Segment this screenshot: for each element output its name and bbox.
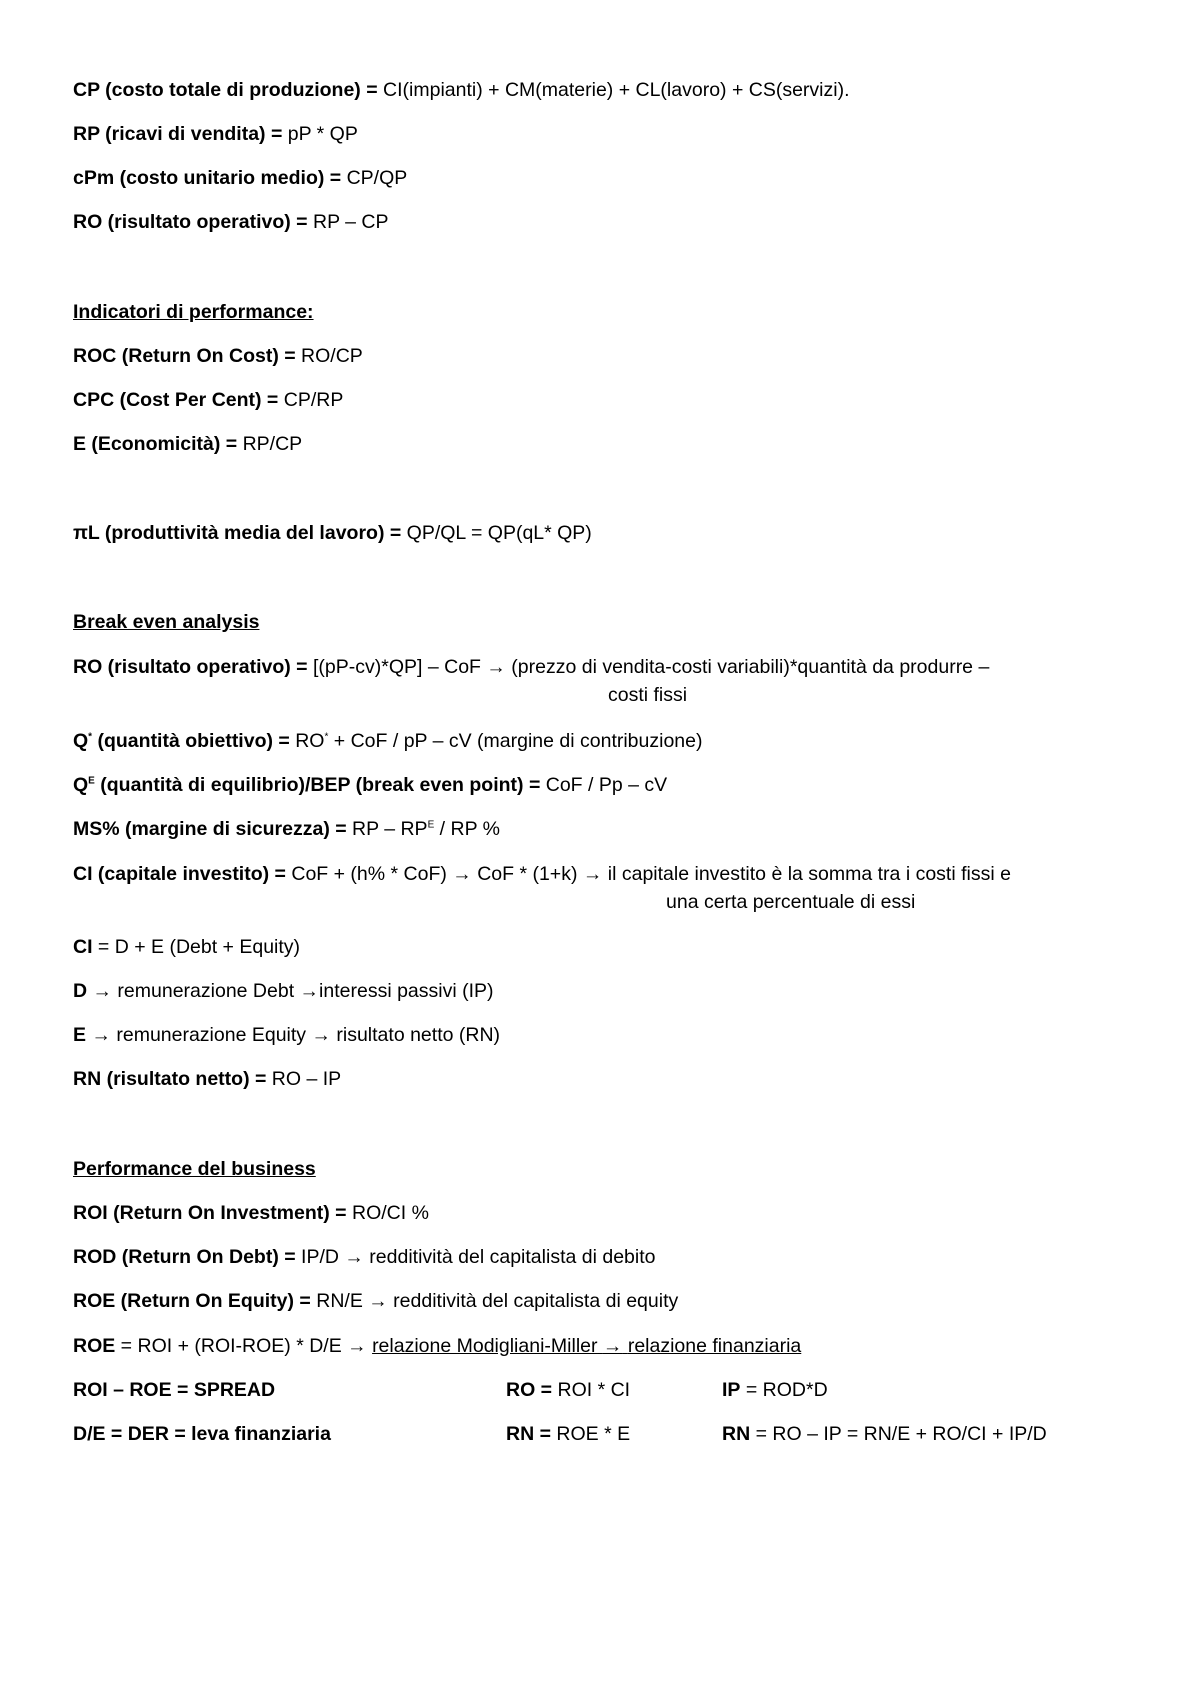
formula-body: redditività del capitalista di equity — [387, 1290, 679, 1312]
arrow-icon: → — [344, 1246, 364, 1268]
formula-label: Q* (quantità obiettivo) = — [73, 730, 290, 752]
formula-ci — [73, 862, 1133, 886]
formula-body: RO – IP — [266, 1068, 342, 1090]
formula-body: = ROI + (ROI-ROE) * D/E — [115, 1335, 348, 1357]
arrow-icon: → — [452, 863, 472, 885]
formula-label: D — [73, 980, 88, 1002]
formula-ro-roi — [506, 1378, 630, 1402]
formula-body: [(pP-cv)*QP] – CoF — [307, 656, 487, 678]
formula-body: CI(impianti) + CM(materie) + CL(lavoro) + CS(servizi). — [377, 79, 850, 101]
arrow-icon: → — [486, 656, 506, 678]
heading-indicatori: Indicatori di performance: — [73, 301, 314, 323]
formula-body: CoF / Pp – cV — [540, 774, 668, 796]
formula-bea-ro-continuation: costi fissi — [608, 684, 688, 706]
formula-label: IP — [722, 1379, 741, 1401]
formula-body: = D + E (Debt + Equity) — [92, 936, 301, 958]
formula-body: ROE * E — [550, 1423, 631, 1445]
formula-label: ROE (Return On Equity) = — [73, 1290, 311, 1312]
formula-body: CoF + (h% * CoF) — [285, 863, 453, 885]
formula-rp — [73, 122, 1133, 146]
formula-roc — [73, 344, 1133, 368]
formula-rod — [73, 1245, 1133, 1269]
formula-body: ROI * CI — [552, 1379, 631, 1401]
formula-label: RP (ricavi di vendita) = — [73, 123, 283, 145]
formula-body: RO* + CoF / pP – cV (margine di contribuzione) — [289, 730, 703, 752]
formula-label: ROE — [73, 1335, 116, 1357]
formula-ms — [73, 817, 1133, 841]
formula-label: MS% (margine di sicurezza) = — [73, 818, 347, 840]
formula-label: ROI (Return On Investment) = — [73, 1202, 347, 1224]
formula-label: RO = — [506, 1379, 553, 1401]
formula-body: remunerazione Equity — [110, 1024, 312, 1046]
formula-body: RO/CP — [295, 345, 363, 367]
formula-label: RN (risultato netto) = — [73, 1068, 267, 1090]
formula-body: interessi passivi (IP) — [319, 980, 494, 1002]
formula-body: redditività del capitalista di debito — [363, 1246, 656, 1268]
formula-label: RO (risultato operativo) = — [73, 656, 308, 678]
heading-performance-business: Performance del business — [73, 1158, 316, 1180]
formula-spread: ROI – ROE = SPREAD — [73, 1379, 276, 1401]
formula-body: CoF * (1+k) — [471, 863, 583, 885]
arrow-icon: → — [299, 980, 320, 1002]
formula-der: D/E = DER = leva finanziaria — [73, 1423, 331, 1445]
formula-cpc — [73, 388, 1133, 412]
formula-body: CP/QP — [341, 167, 408, 189]
formula-e — [73, 432, 1133, 456]
formula-label: RN — [722, 1423, 751, 1445]
formula-roe — [73, 1289, 1133, 1313]
formula-rn-roe — [506, 1422, 630, 1446]
arrow-icon: → — [582, 863, 603, 885]
heading-break-even: Break even analysis — [73, 611, 260, 633]
formula-body: QP/QL = QP(qL* QP) — [401, 522, 592, 544]
formula-label: CPC (Cost Per Cent) = — [73, 389, 279, 411]
arrow-icon: → — [602, 1335, 623, 1357]
formula-label: E — [73, 1024, 87, 1046]
formula-label: CI — [73, 936, 93, 958]
formula-label: ROC (Return On Cost) = — [73, 345, 296, 367]
formula-body: pP * QP — [282, 123, 358, 145]
formula-body: IP/D — [295, 1246, 345, 1268]
formula-body: = RO – IP = RN/E + RO/CI + IP/D — [750, 1423, 1047, 1445]
formula-relation: relazione Modigliani-Miller — [372, 1335, 598, 1357]
formula-label: RN = — [506, 1423, 551, 1445]
formula-body: remunerazione Debt — [112, 980, 300, 1002]
formula-ci-continuation: una certa percentuale di essi — [666, 891, 916, 913]
formula-rn — [73, 1067, 1133, 1091]
formula-bea-ro — [73, 655, 1133, 679]
formula-rn-identity — [722, 1422, 1047, 1446]
formula-body: RO/CI % — [346, 1202, 429, 1224]
formula-label: $Q^E$ (quantità di equilibrio)/BEP (break even point) = — [73, 774, 541, 796]
formula-q-equilibrio — [73, 773, 1133, 797]
formula-label: RO (risultato operativo) = — [73, 211, 308, 233]
formula-q-obiettivo — [73, 729, 1133, 753]
formula-body: RP – $RP^E$ / RP % — [346, 818, 500, 840]
formula-ro — [73, 210, 1133, 234]
arrow-icon: → — [91, 1024, 111, 1046]
arrow-icon: → — [347, 1335, 367, 1357]
formula-body: RP – CP — [307, 211, 389, 233]
formula-label: cPm (costo unitario medio) = — [73, 167, 342, 189]
formula-relation: relazione finanziaria — [627, 1335, 802, 1357]
arrow-icon: → — [368, 1290, 388, 1312]
formula-pil — [73, 521, 1133, 545]
formula-body: RN/E — [310, 1290, 369, 1312]
formula-d — [73, 979, 1133, 1003]
arrow-icon: → — [92, 980, 113, 1002]
formula-body: (prezzo di vendita-costi variabili)*quantità da produrre – — [505, 656, 990, 678]
formula-label: ROD (Return On Debt) = — [73, 1246, 296, 1268]
formula-body: RP/CP — [237, 433, 303, 455]
formula-body: il capitale investito è la somma tra i costi fissi e — [602, 863, 1011, 885]
formula-cpm — [73, 166, 1133, 190]
formula-modigliani-miller — [73, 1334, 1133, 1358]
formula-label: πL (produttività media del lavoro) = — [73, 522, 402, 544]
formula-roi — [73, 1201, 1133, 1225]
formula-label: E (Economicità) = — [73, 433, 238, 455]
formula-e-equity — [73, 1023, 1133, 1047]
formula-ci-de — [73, 935, 1133, 959]
formula-label: CI (capitale investito) = — [73, 863, 286, 885]
formula-body: CP/RP — [278, 389, 344, 411]
formula-body: = ROD*D — [740, 1379, 828, 1401]
formula-label: CP (costo totale di produzione) = — [73, 79, 378, 101]
formula-body: risultato netto (RN) — [330, 1024, 501, 1046]
formula-cp — [73, 78, 1133, 102]
arrow-icon: → — [311, 1024, 331, 1046]
formula-ip-rod — [722, 1378, 828, 1402]
